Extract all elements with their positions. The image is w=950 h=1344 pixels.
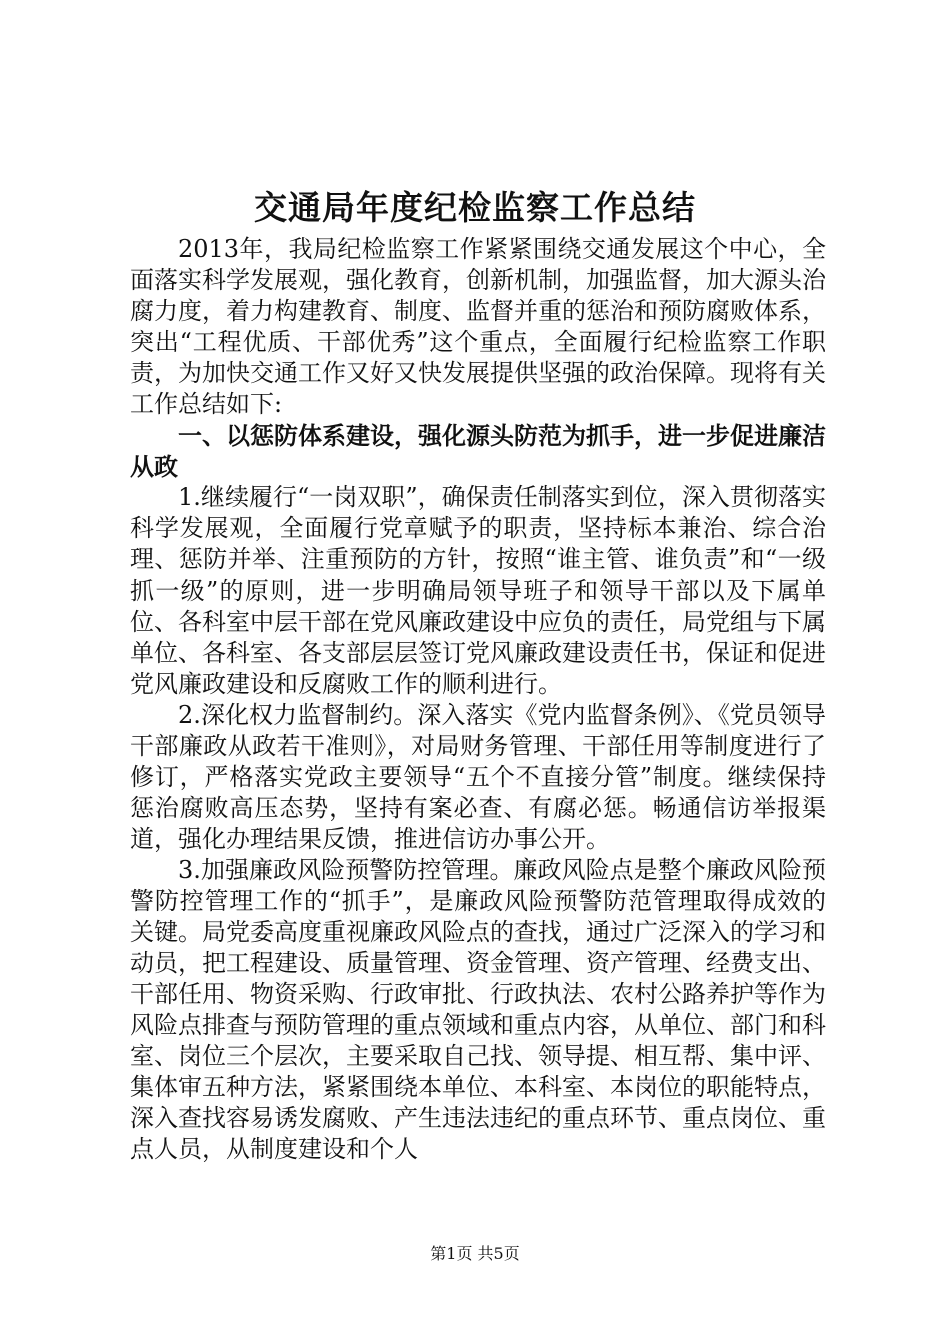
- body-paragraph: 2.深化权力监督制约。深入落实《党内监督条例》、《党员领导干部廉政从政若干准则》，对局财务管理、干部任用等制度进行了修订，严格落实党政主要领导“五个不直接分管”制度。继续保持惩治腐败高压态势，坚持有案必查、有腐必惩。畅通信访举报渠道，强化办理结果反馈，推进信访办事公开。: [130, 700, 826, 853]
- page-number-footer: 第1页 共5页: [430, 1244, 520, 1263]
- body-paragraph: 1.继续履行“一岗双职”，确保责任制落实到位，深入贯彻落实科学发展观，全面履行党章赋予的职责，坚持标本兼治、综合治理、惩防并举、注重预防的方针，按照“谁主管、谁负责”和“一级抓一级”的原则，进一步明确局领导班子和领导干部以及下属单位、各科室中层干部在党风廉政建设中应负的责任，局党组与下属单位、各科室、各支部层层签订党风廉政建设责任书，保证和促进党风廉政建设和反腐败工作的顺利进行。: [130, 483, 826, 698]
- document-title: 交通局年度纪检监察工作总结: [254, 188, 696, 227]
- body-paragraph: 3.加强廉政风险预警防控管理。廉政风险点是整个廉政风险预警防控管理工作的“抓手”，是廉政风险预警防范管理取得成效的关键。局党委高度重视廉政风险点的查找，通过广泛深入的学习和动员，把工程建设、质量管理、资金管理、资产管理、经费支出、干部任用、物资采购、行政审批、行政执法、农村公路养护等作为风险点排查与预防管理的重点领域和重点内容，从单位、部门和科室、岗位三个层次，主要采取自己找、领导提、相互帮、集中评、集体审五种方法，紧紧围绕本单位、本科室、本岗位的职能特点，深入查找容易诱发腐败、产生违法违纪的重点环节、重点岗位、重点人员，从制度建设和个人: [130, 855, 826, 1164]
- document-body: [130, 234, 826, 1165]
- section-heading: 一、以惩防体系建设，强化源头防范为抓手，进一步促进廉洁从政: [130, 421, 826, 482]
- intro-paragraph: 2013年，我局纪检监察工作紧紧围绕交通发展这个中心，全面落实科学发展观，强化教育，创新机制，加强监督，加大源头治腐力度，着力构建教育、制度、监督并重的惩治和预防腐败体系，突出“工程优质、干部优秀”这个重点，全面履行纪检监察工作职责，为加快交通工作又好又快发展提供坚强的政治保障。现将有关工作总结如下:: [130, 235, 826, 419]
